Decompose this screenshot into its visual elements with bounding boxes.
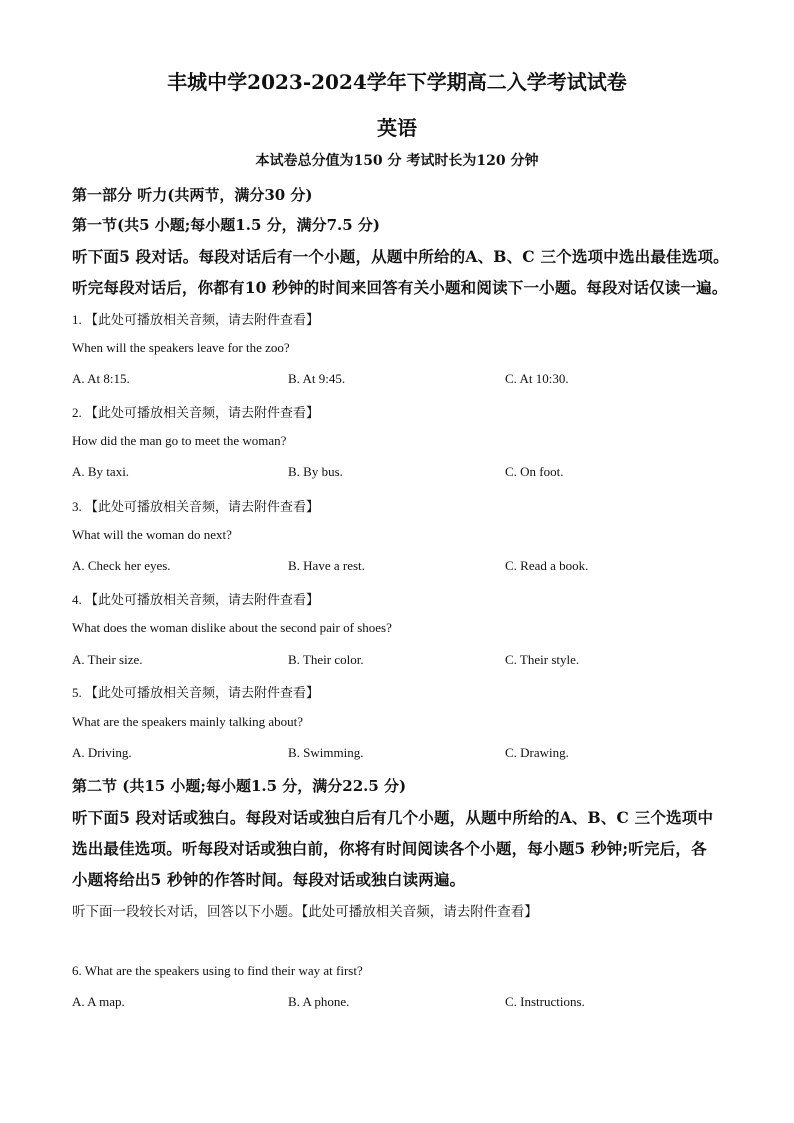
section2-instruction-line: 选出最佳选项。听每段对话或独白前，你将有时间阅读各个小题，每小题5 秒钟;听完后，各 xyxy=(72,839,707,858)
option-c: C. At 10:30. xyxy=(505,371,569,386)
option-a: A. Driving. xyxy=(72,745,132,760)
audio-placeholder: 4. 【此处可播放相关音频，请去附件查看】 xyxy=(72,592,320,607)
question-text: What will the woman do next? xyxy=(72,527,232,542)
section2-instruction-line: 小题将给出5 秒钟的作答时间。每段对话或独白读两遍。 xyxy=(72,870,466,889)
option-a: A. Their size. xyxy=(72,652,143,667)
section1-instruction-line: 听下面5 段对话。每段对话后有一个小题，从题中所给的A、B、C 三个选项中选出最佳选项。 xyxy=(72,247,729,266)
exam-title: 丰城中学2023-2024学年下学期高二入学考试试卷 xyxy=(167,70,627,94)
option-b: B. Their color. xyxy=(288,652,364,667)
part1-heading: 第一部分 听力(共两节，满分30 分) xyxy=(72,186,313,204)
section1-heading: 第一节(共5 小题;每小题1.5 分，满分7.5 分) xyxy=(72,216,381,234)
option-b: B. Swimming. xyxy=(288,745,364,760)
option-b: B. A phone. xyxy=(288,994,350,1009)
option-c: C. Drawing. xyxy=(505,745,569,760)
option-c: C. Read a book. xyxy=(505,558,589,573)
option-a: A. Check her eyes. xyxy=(72,558,171,573)
audio-placeholder: 3. 【此处可播放相关音频，请去附件查看】 xyxy=(72,499,320,514)
question-text: What are the speakers mainly talking about? xyxy=(72,714,304,729)
question-text: 6. What are the speakers using to find their way at first? xyxy=(72,963,363,978)
option-a: A. A map. xyxy=(72,994,125,1009)
option-c: C. Their style. xyxy=(505,652,580,667)
question-text: How did the man go to meet the woman? xyxy=(72,433,287,448)
option-b: B. By bus. xyxy=(288,464,343,479)
audio-placeholder: 2. 【此处可播放相关音频，请去附件查看】 xyxy=(72,405,320,420)
exam-info: 本试卷总分值为150 分 考试时长为120 分钟 xyxy=(255,153,539,169)
option-c: C. Instructions. xyxy=(505,994,585,1009)
question-text: When will the speakers leave for the zoo? xyxy=(72,340,290,355)
option-a: A. By taxi. xyxy=(72,464,130,479)
option-b: B. Have a rest. xyxy=(288,558,365,573)
option-a: A. At 8:15. xyxy=(72,371,130,386)
audio-placeholder: 1. 【此处可播放相关音频，请去附件查看】 xyxy=(72,312,320,327)
audio-placeholder: 5. 【此处可播放相关音频，请去附件查看】 xyxy=(72,685,320,700)
section1-instruction-line: 听完每段对话后，你都有10 秒钟的时间来回答有关小题和阅读下一小题。每段对话仅读一遍。 xyxy=(72,278,728,297)
section2-heading: 第二节 (共15 小题;每小题1.5 分，满分22.5 分) xyxy=(72,777,407,795)
section2-instruction-line: 听下面5 段对话或独白。每段对话或独白后有几个小题，从题中所给的A、B、C 三个选项中 xyxy=(72,808,714,827)
question-text: What does the woman dislike about the second pair of shoes? xyxy=(72,620,392,635)
option-b: B. At 9:45. xyxy=(288,371,346,386)
listen-note: 听下面一段较长对话，回答以下小题。【此处可播放相关音频，请去附件查看】 xyxy=(72,904,538,920)
subject-title: 英语 xyxy=(377,116,417,140)
option-c: C. On foot. xyxy=(505,464,564,479)
